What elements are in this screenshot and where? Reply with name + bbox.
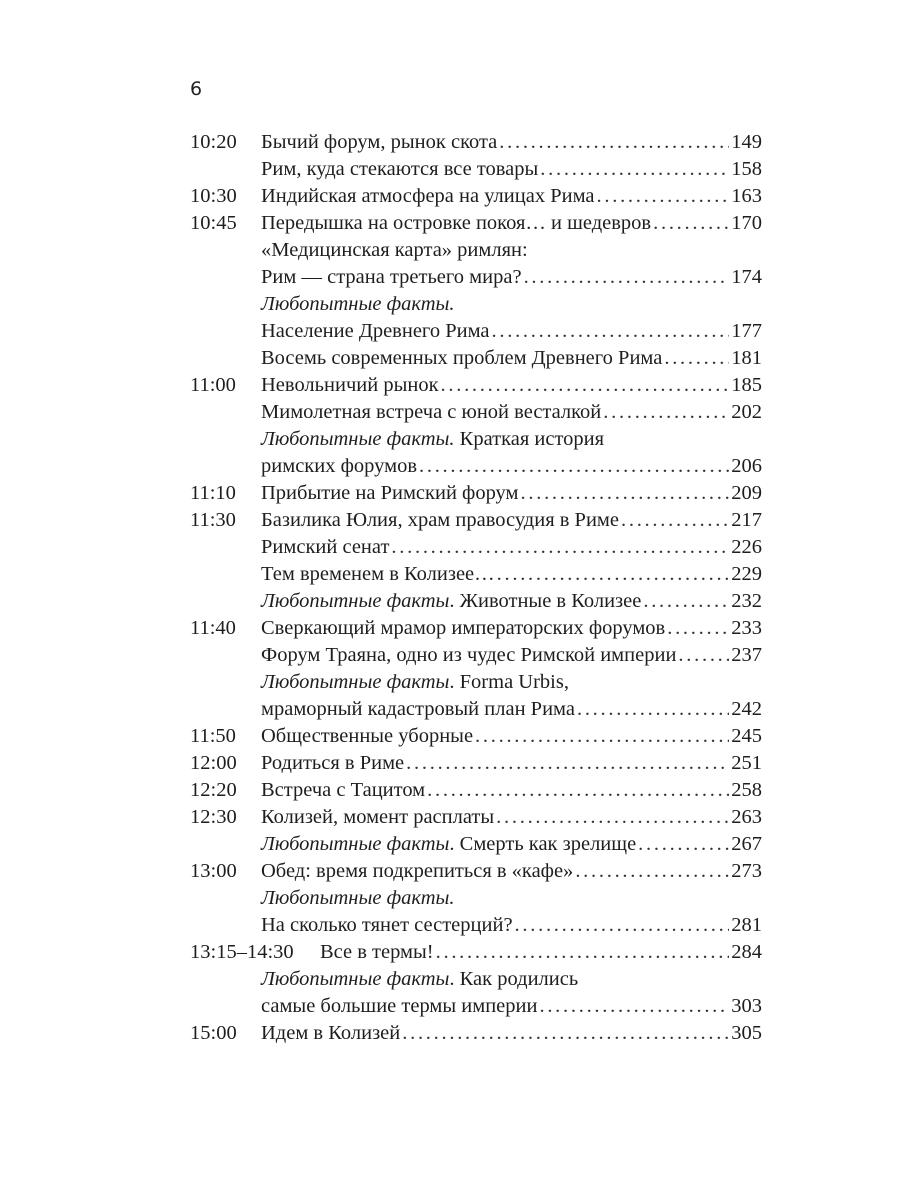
toc-entry[interactable] [190, 588, 762, 615]
toc-title [261, 453, 419, 480]
toc-entry[interactable] [190, 291, 762, 318]
toc-title [261, 723, 475, 750]
toc-time: 12:30 [190, 806, 237, 828]
toc-time: 13:15–14:30 [190, 941, 294, 963]
toc-time: 11:10 [190, 482, 236, 504]
toc-entry-body [261, 993, 762, 1020]
toc-time: 13:00 [190, 860, 237, 882]
toc-time: 10:45 [190, 212, 237, 234]
toc-entry-body [261, 318, 762, 345]
toc-entry[interactable] [190, 426, 762, 453]
toc-title-italic: Любопытные факты [261, 590, 450, 612]
toc-entry-body [320, 939, 762, 966]
dot-leader [667, 615, 729, 642]
dot-leader [621, 507, 729, 534]
toc-page-number: 177 [731, 320, 762, 342]
toc-title [261, 777, 427, 804]
toc-title-text: мраморный кадастровый план Рима [261, 698, 575, 720]
dot-leader [539, 993, 729, 1020]
toc-entry-body [261, 291, 762, 318]
toc-title [261, 156, 540, 183]
toc-title-text: Обед: время подкрепиться в «кафе» [261, 860, 574, 882]
toc-entry-body [261, 858, 762, 885]
toc-title-italic: Любопытные факты [261, 833, 450, 855]
toc-entry[interactable] [190, 912, 762, 939]
toc-title-text: римских форумов [261, 455, 417, 477]
toc-page-number: 263 [731, 806, 762, 828]
toc-entry[interactable] [190, 669, 762, 696]
toc-entry-body [261, 669, 762, 696]
toc-entry[interactable] [190, 264, 762, 291]
toc-title [261, 912, 515, 939]
toc-title-italic: Любопытные факты. [261, 428, 455, 450]
toc-title [261, 534, 391, 561]
dot-leader [521, 480, 730, 507]
toc-entry-body [261, 615, 762, 642]
toc-title-text: На сколько тянет сестерций? [261, 914, 513, 936]
toc-page-number: 305 [731, 1022, 762, 1044]
toc-entry-body [261, 156, 762, 183]
toc-entry-body [261, 237, 762, 264]
toc-title-text: Колизей, момент расплаты [261, 806, 495, 828]
toc-entry-body [261, 129, 762, 156]
toc-title-text: Население Древнего Рима [261, 320, 490, 342]
toc-entry[interactable] [190, 372, 762, 399]
toc-entry[interactable] [190, 210, 762, 237]
toc-title [261, 750, 406, 777]
toc-title [261, 966, 580, 993]
toc-title-text: Рим, куда стекаются все товары [261, 158, 539, 180]
toc-title-italic: Любопытные факты [261, 968, 450, 990]
toc-title [261, 993, 539, 1020]
toc-page-number: 273 [731, 860, 762, 882]
dot-leader [441, 372, 730, 399]
toc-page-number: 233 [731, 617, 762, 639]
toc-entry-body [261, 453, 762, 480]
dot-leader [643, 588, 729, 615]
toc-title [261, 831, 638, 858]
dot-leader [678, 642, 729, 669]
toc-entry[interactable] [190, 750, 762, 777]
toc-page-number: 251 [731, 752, 762, 774]
toc-title-text: . Как родились [449, 968, 579, 990]
toc-entry-body [261, 264, 762, 291]
dot-leader [638, 831, 729, 858]
toc-entry[interactable] [190, 183, 762, 210]
toc-entry[interactable] [190, 993, 762, 1020]
toc-time: 12:00 [190, 752, 237, 774]
toc-title-text: Базилика Юлия, храм правосудия в Риме [261, 509, 619, 531]
toc-title [261, 615, 667, 642]
toc-time: 10:30 [190, 185, 237, 207]
toc-title-text: Прибытие на Римский форум [261, 482, 519, 504]
toc-title-text: Восемь современных проблем Древнего Рима [261, 347, 663, 369]
toc-page-number: 202 [731, 401, 762, 423]
toc-page-number: 232 [731, 590, 762, 612]
toc-title [261, 129, 499, 156]
toc-title-text: . Смерть как зрелище [449, 833, 637, 855]
toc-entry-body [261, 426, 762, 453]
dot-leader [540, 156, 729, 183]
toc-title [261, 885, 457, 912]
toc-page-number: 217 [731, 509, 762, 531]
dot-leader [603, 399, 729, 426]
dot-leader [653, 210, 729, 237]
toc-entry[interactable] [190, 804, 762, 831]
toc-title [261, 507, 621, 534]
toc-page-number: 206 [731, 455, 762, 477]
toc-title [320, 939, 436, 966]
toc-title [261, 588, 643, 615]
toc-entry[interactable] [190, 507, 762, 534]
toc-entry-body [261, 831, 762, 858]
toc-title-text: Мимолетная встреча с юной весталкой [261, 401, 602, 423]
toc-page-number: 181 [731, 347, 762, 369]
toc-time: 11:50 [190, 725, 236, 747]
toc-time: 10:20 [190, 131, 237, 153]
toc-entry[interactable] [190, 345, 762, 372]
dot-leader [492, 318, 730, 345]
toc-entry[interactable] [190, 966, 762, 993]
toc-page-number: 163 [731, 185, 762, 207]
toc-title-text: Родиться в Риме [261, 752, 405, 774]
toc-entry-body [261, 966, 762, 993]
toc-title [261, 669, 571, 696]
toc-entry[interactable] [190, 453, 762, 480]
toc-entry[interactable] [190, 615, 762, 642]
toc-title-text: Общественные уборные [261, 725, 474, 747]
dot-leader [406, 750, 729, 777]
toc-entry-body [261, 372, 762, 399]
toc-title [261, 345, 664, 372]
toc-page-number: 229 [731, 563, 762, 585]
toc-title-text: Встреча с Тацитом [261, 779, 426, 801]
toc-page-number: 258 [731, 779, 762, 801]
toc-title-text: Бычий форум, рынок скота [261, 131, 498, 153]
toc-title [261, 804, 496, 831]
toc-page-number: 267 [731, 833, 762, 855]
dot-leader [391, 534, 729, 561]
toc-page-number: 245 [731, 725, 762, 747]
toc-entry-body [261, 723, 762, 750]
dot-leader [497, 561, 730, 588]
toc-title-text: Краткая история [454, 428, 605, 450]
dot-leader [524, 264, 730, 291]
toc-title-text: Римский сенат [261, 536, 390, 558]
dot-leader [499, 129, 729, 156]
toc-page-number: 284 [731, 941, 762, 963]
toc-title [261, 1020, 402, 1047]
toc-page-number: 170 [731, 212, 762, 234]
table-of-contents [190, 129, 762, 1047]
toc-title [261, 696, 577, 723]
dot-leader [436, 939, 730, 966]
toc-entry[interactable] [190, 399, 762, 426]
toc-time: 12:20 [190, 779, 237, 801]
toc-entry-body [261, 696, 762, 723]
toc-title-italic: Любопытные факты. [261, 887, 455, 909]
toc-entry[interactable] [190, 858, 762, 885]
toc-time: 11:40 [190, 617, 236, 639]
dot-leader [402, 1020, 729, 1047]
toc-entry[interactable] [190, 156, 762, 183]
toc-title [261, 183, 597, 210]
toc-title [261, 237, 530, 264]
toc-entry[interactable] [190, 696, 762, 723]
toc-title-text: Индийская атмосфера на улицах Рима [261, 185, 595, 207]
toc-title-text: Невольничий рынок [261, 374, 439, 396]
toc-title [261, 210, 653, 237]
dot-leader [475, 723, 729, 750]
dot-leader [496, 804, 729, 831]
toc-entry-body [261, 804, 762, 831]
toc-title-text: Сверкающий мрамор императорских форумов [261, 617, 666, 639]
toc-entry-body [261, 912, 762, 939]
toc-entry[interactable] [190, 777, 762, 804]
toc-title [261, 318, 492, 345]
dot-leader [427, 777, 729, 804]
toc-entry-body [261, 183, 762, 210]
toc-entry[interactable] [190, 723, 762, 750]
toc-entry[interactable] [190, 480, 762, 507]
toc-time: 11:00 [190, 374, 236, 396]
toc-title [261, 480, 521, 507]
toc-entry-body [261, 1020, 762, 1047]
toc-title-italic: Любопытные факты. [261, 293, 455, 315]
toc-entry[interactable] [190, 831, 762, 858]
toc-title-text: Рим — страна третьего мира? [261, 266, 522, 288]
toc-title [261, 642, 678, 669]
toc-page-number: 185 [731, 374, 762, 396]
toc-entry-body [261, 399, 762, 426]
toc-entry[interactable] [190, 129, 762, 156]
toc-page-number: 281 [731, 914, 762, 936]
toc-entry[interactable] [190, 318, 762, 345]
toc-title-text: . Животные в Колизее [449, 590, 642, 612]
toc-title-text: Передышка на островке покоя… и шедевров [261, 212, 652, 234]
toc-title-text: Тем временем в Колизее… [261, 563, 495, 585]
toc-title [261, 858, 575, 885]
dot-leader [577, 696, 729, 723]
dot-leader [597, 183, 730, 210]
toc-entry[interactable] [190, 534, 762, 561]
toc-title [261, 372, 441, 399]
toc-entry-body [261, 750, 762, 777]
toc-entry-body [261, 885, 762, 912]
dot-leader [515, 912, 730, 939]
toc-title [261, 399, 603, 426]
toc-title [261, 561, 497, 588]
toc-page-number: 226 [731, 536, 762, 558]
toc-page-number: 242 [731, 698, 762, 720]
toc-page-number: 237 [731, 644, 762, 666]
toc-entry-body [261, 777, 762, 804]
toc-title-text: «Медицинская карта» римлян: [261, 239, 528, 261]
toc-entry-body [261, 480, 762, 507]
toc-page-number: 174 [731, 266, 762, 288]
toc-entry[interactable] [190, 939, 762, 966]
toc-entry[interactable] [190, 642, 762, 669]
toc-title [261, 426, 606, 453]
toc-entry[interactable] [190, 885, 762, 912]
toc-entry[interactable] [190, 1020, 762, 1047]
toc-time: 11:30 [190, 509, 236, 531]
toc-entry-body [261, 345, 762, 372]
toc-title [261, 291, 457, 318]
toc-page-number: 158 [731, 158, 762, 180]
dot-leader [664, 345, 729, 372]
toc-entry-body [261, 561, 762, 588]
dot-leader [575, 858, 729, 885]
toc-entry[interactable] [190, 237, 762, 264]
toc-entry-body [261, 210, 762, 237]
toc-title-text: Все в термы! [320, 941, 434, 963]
toc-time: 15:00 [190, 1022, 237, 1044]
toc-title-text: . Forma Urbis, [449, 671, 569, 693]
dot-leader [419, 453, 729, 480]
toc-title [261, 264, 524, 291]
toc-page-number: 209 [731, 482, 762, 504]
toc-page-number: 303 [731, 995, 762, 1017]
toc-entry-body [261, 534, 762, 561]
toc-entry-body [261, 642, 762, 669]
toc-title-text: Форум Траяна, одно из чудес Римской империи [261, 644, 677, 666]
toc-page-number: 149 [731, 131, 762, 153]
toc-entry[interactable] [190, 561, 762, 588]
toc-title-italic: Любопытные факты [261, 671, 450, 693]
toc-entry-body [261, 507, 762, 534]
toc-title-text: Идем в Колизей [261, 1022, 401, 1044]
toc-entry-body [261, 588, 762, 615]
toc-title-text: самые большие термы империи [261, 995, 538, 1017]
page-number: 6 [190, 78, 203, 100]
